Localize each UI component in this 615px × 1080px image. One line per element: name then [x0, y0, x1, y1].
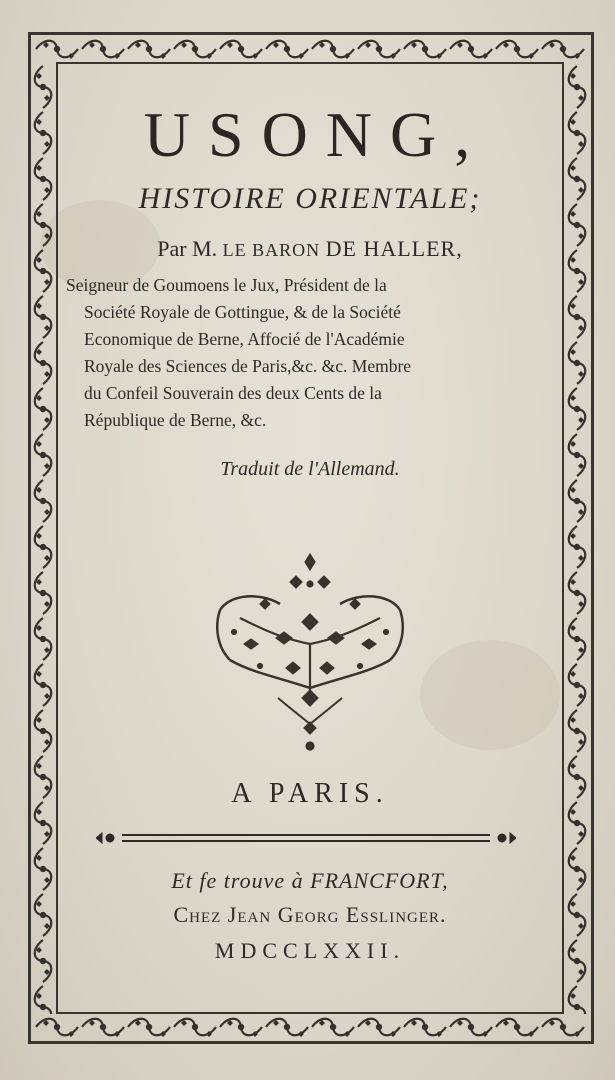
publication-details: [70, 868, 550, 964]
book-subtitle: HISTOIRE ORIENTALE;: [138, 182, 482, 215]
author-par: Par M.: [157, 236, 218, 261]
description-line: Economique de Berne, Affocié de l'Académie: [84, 329, 405, 349]
description-line: Seigneur de Goumoens le Jux, Président de la: [66, 275, 387, 295]
left-ornament-band: [30, 64, 56, 1014]
description-line: du Confeil Souverain des deux Cents de la: [84, 383, 382, 403]
description-line: Royale des Sciences de Paris,&c. &c. Membre: [84, 356, 412, 376]
translation-note: Traduit de l'Allemand.: [220, 458, 400, 480]
sold-at-line: Et fe trouve à FRANCFORT,: [171, 868, 449, 893]
decorative-rule: [96, 826, 516, 850]
description-line: Société Royale de Gottingue, & de la Société: [84, 302, 401, 322]
imprint-city: A PARIS.: [231, 778, 389, 809]
right-ornament-band: [564, 64, 590, 1014]
author-name: DE HALLER,: [325, 236, 463, 261]
title-block: [66, 90, 550, 481]
author-rank: LE BARON: [222, 240, 321, 260]
publisher-line: Chez Jean Georg Esslinger.: [173, 902, 447, 927]
publication-year: MDCCLXXII.: [214, 938, 406, 963]
bottom-ornament-band: [34, 1014, 586, 1040]
printers-ornament: [200, 548, 420, 758]
top-ornament-band: [34, 36, 586, 62]
author-line: [70, 236, 550, 262]
book-title: USONG,: [143, 99, 489, 170]
author-titles: [66, 272, 524, 434]
description-line: République de Berne, &c.: [84, 410, 267, 430]
